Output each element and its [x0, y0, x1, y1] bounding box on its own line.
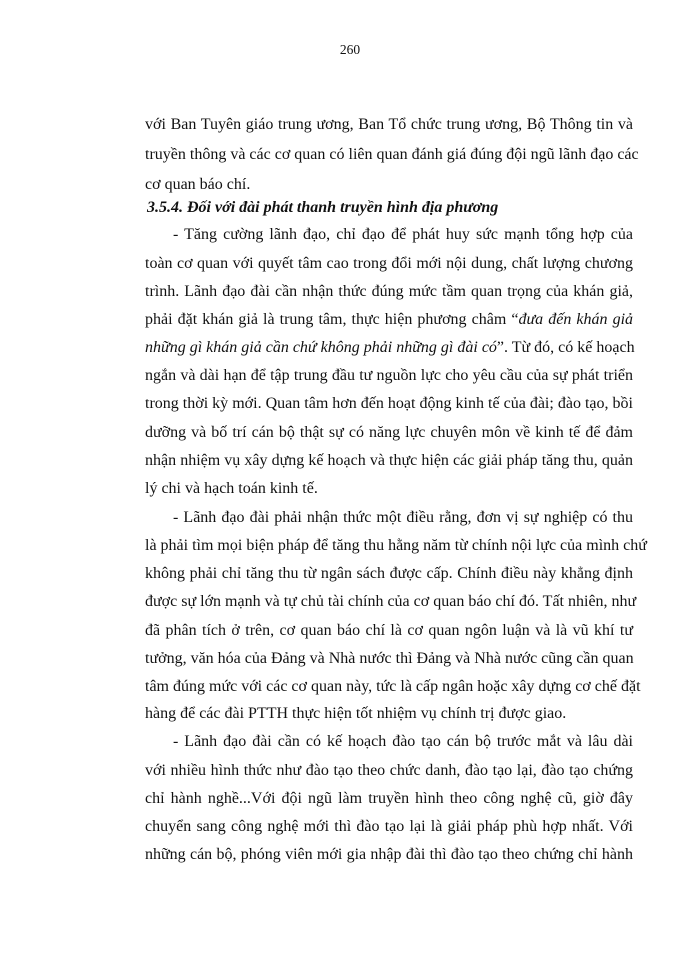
text-line: trong thời kỳ mới. Quan tâm hơn đến hoạt động kinh tế của đài; đào tạo, bồi [145, 395, 633, 412]
text-line: được sự lớn mạnh và tự chủ tài chính của cơ quan báo chí đó. Tất nhiên, như [145, 593, 637, 610]
text-line: trình. Lãnh đạo đài cần nhận thức đúng mức tầm quan trọng của khán giả, [145, 283, 633, 300]
text-line: cơ quan báo chí. [145, 176, 251, 193]
text-line: với nhiều hình thức như đào tạo theo chức danh, đào tạo lại, đào tạo chứng [145, 762, 633, 779]
text-line: tưởng, văn hóa của Đảng và Nhà nước thì Đảng và Nhà nước cũng cần quan [145, 650, 634, 667]
text-line: chuyển sang công nghệ mới thì đào tạo lại là giải pháp phù hợp nhất. Với [145, 818, 633, 835]
text-line: nhận nhiệm vụ xây dựng kế hoạch và thực hiện các giải pháp tăng thu, quản [145, 452, 633, 469]
text-line: dưỡng và bố trí cán bộ thật sự có năng lực chuyên môn về kinh tế để đảm [145, 424, 633, 441]
text-line: chỉ hành nghề...Với đội ngũ làm truyền hình theo công nghệ cũ, giờ đây [145, 790, 633, 807]
text-line [145, 310, 633, 330]
paragraph-first-line: - Tăng cường lãnh đạo, chỉ đạo để phát huy sức mạnh tổng hợp của [173, 226, 633, 243]
text-line: với Ban Tuyên giáo trung ương, Ban Tổ chức trung ương, Bộ Thông tin và [145, 116, 633, 133]
text-line: tâm đúng mức với các cơ quan này, tức là cấp ngân hoặc xây dựng cơ chế đặt [145, 678, 641, 695]
section-heading: 3.5.4. Đối với đài phát thanh truyền hình địa phương [147, 199, 499, 216]
text-line: không phải chỉ tăng thu từ ngân sách được cấp. Chính điều này khẳng định [145, 565, 633, 582]
text-span: phải đặt khán giả là trung tâm, thực hiện phương châm “ [145, 311, 519, 328]
text-line: hàng để các đài PTTH thực hiện tốt nhiệm vụ chính trị được giao. [145, 705, 567, 722]
text-line: đã phân tích ở trên, cơ quan báo chí là cơ quan ngôn luận và là vũ khí tư [145, 622, 633, 639]
text-line: truyền thông và các cơ quan có liên quan đánh giá đúng đội ngũ lãnh đạo các [145, 146, 639, 163]
quote-italic: những gì khán giả cần chứ không phải những gì đài có [145, 339, 497, 356]
text-line: là phải tìm mọi biện pháp để tăng thu hằng năm từ chính nội lực của mình chứ [145, 537, 647, 554]
page-number: 260 [339, 42, 361, 57]
paragraph-first-line: - Lãnh đạo đài phải nhận thức một điều rằng, đơn vị sự nghiệp có thu [173, 509, 633, 526]
text-line [145, 338, 633, 358]
text-line: lý chi và hạch toán kinh tế. [145, 480, 318, 497]
text-line: những cán bộ, phóng viên mới gia nhập đài thì đào tạo theo chứng chỉ hành [145, 846, 633, 863]
text-line: toàn cơ quan với quyết tâm cao trong đổi mới nội dung, chất lượng chương [145, 255, 633, 272]
text-span: ”. Từ đó, có kế hoạch [496, 339, 635, 356]
paragraph-first-line: - Lãnh đạo đài cần có kế hoạch đào tạo cán bộ trước mắt và lâu dài [173, 733, 633, 750]
text-line: ngắn và dài hạn để tập trung đầu tư nguồn lực cho yêu cầu của sự phát triển [145, 367, 633, 384]
quote-italic: đưa đến khán giả [518, 311, 634, 328]
